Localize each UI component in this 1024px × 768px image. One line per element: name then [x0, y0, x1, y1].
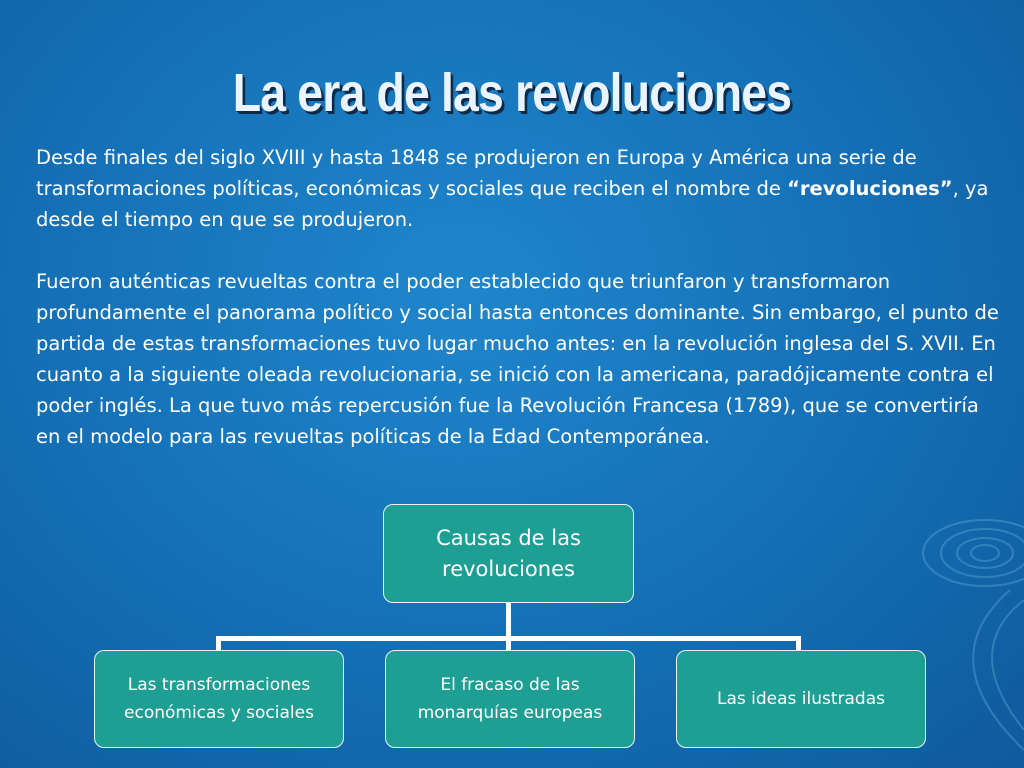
- paragraph-details: Fueron auténticas revueltas contra el poder establecido que triunfaron y transformaron profundamente el panorama político y social hasta entonces dominante. Sin embargo, el punto de partida de estas transformaciones tuvo lugar mucho antes: en la revolución inglesa del S. XVII. En cuanto a la siguiente oleada revolucionaria, se inició con la americana, paradójicamente contra el poder inglés. La que tuvo más repercusión fue la Revolución Francesa (1789), que se convertiría en el modelo para las revueltas políticas de la Edad Contemporánea.: [36, 270, 999, 448]
- diagram-root-causas: [383, 504, 634, 603]
- node-2-line2: monarquías europeas: [417, 703, 603, 723]
- slide-title: La era de las revoluciones: [232, 63, 792, 123]
- node-2-line1: El fracaso de las: [440, 675, 580, 695]
- node-1-line1: Las transformaciones: [127, 675, 311, 695]
- connector-child-2: [506, 636, 511, 651]
- connector-child-1: [216, 636, 221, 651]
- paragraph-intro-end: , ya desde el tiempo en que se produjeron.: [36, 177, 989, 231]
- connector-child-3: [796, 636, 801, 651]
- diagram-node-fracaso-monarquias: [385, 650, 635, 748]
- paragraph-intro-start: Desde finales del siglo XVIII y hasta 1848 se produjeron en Europa y América una serie de transformaciones políticas, económicas y sociales que reciben el nombre de: [36, 146, 917, 200]
- root-label-line1: Causas de las: [436, 525, 581, 550]
- node-1-line2: económicas y sociales: [124, 703, 314, 723]
- body-text: [36, 142, 1004, 452]
- diagram-node-transformaciones: [94, 650, 344, 748]
- emphasis-revoluciones: “revoluciones”: [787, 177, 953, 200]
- paragraph-intro: [36, 142, 1004, 235]
- root-label-line2: revoluciones: [442, 556, 575, 581]
- node-3-line1: Las ideas ilustradas: [716, 689, 886, 709]
- diagram-node-ideas-ilustradas: [676, 650, 926, 748]
- connector-root-down: [506, 601, 511, 639]
